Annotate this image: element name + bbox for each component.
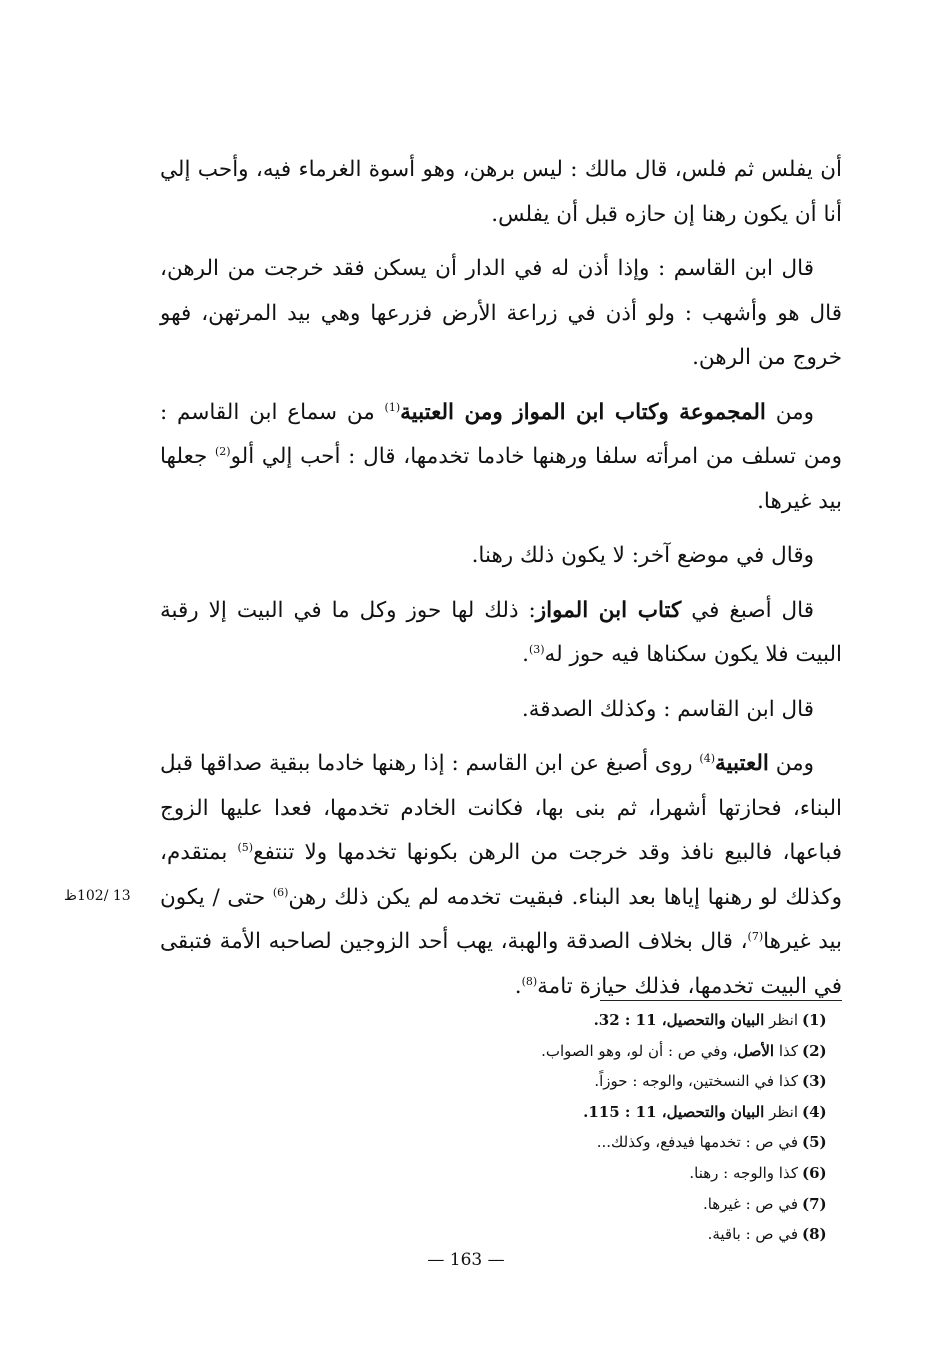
footnote-ref: (5) [237,840,254,854]
paragraph [160,688,842,733]
footnote-ref: (3) [528,642,545,656]
footnote-number: (1) [802,1011,827,1029]
text-run: ومن [768,751,814,776]
footnote-ref: (6) [272,885,289,899]
text-run: روى أصبغ عن ابن القاسم : إذا رهنها خادما ببقية صداقها قبل البناء، فحازتها أشهرا، ثم بنى بها، فكانت الخادم تخدمها، فعدا عليها الزوج فباعها، فالبيع نافذ وقد خرجت من الرهن بكونها تخدمها ولا تنتفع [160,751,843,865]
text-run: حتى / يكون بيد غيرها [160,884,842,954]
footnote [300,1219,842,1250]
text-run: كذا في النسختين، والوجه : حوزاً. [594,1072,798,1091]
text-run: ، قال بخلاف الصدقة والهبة، يهب أحد الزوجين لصاحبه الأمة فتبقى في البيت تخدمها، فذلك حيازة تامة [160,929,842,999]
footnote-ref: (4) [699,751,715,765]
text-run: بمتقدم، وكذلك لو رهنها إياها بعد البناء. فبقيت تخدمه لم يكن ذلك رهن [160,840,842,910]
text-run: في ص : تخدمها فيدفع، وكذلك... [596,1133,798,1152]
page-number: — 163 — [427,1250,505,1270]
bold-source-title: كتاب ابن المواز [535,597,682,623]
text-run: قال أصبغ في [681,597,814,623]
body-text [160,148,842,1019]
footnote-number: (4) [802,1102,827,1121]
footnote-number: (2) [802,1041,827,1060]
footnote [300,1189,842,1220]
text-run: قال ابن القاسم : وكذلك الصدقة. [521,696,814,722]
footnote-ref: (2) [214,444,231,458]
footnote-number: (3) [802,1072,827,1091]
footnote [300,1127,842,1158]
footnote [300,1097,842,1128]
text-run: جعلها بيد غيرها. [160,444,842,514]
footnote-text [689,1158,802,1189]
footnote-ref: (8) [521,974,538,988]
footnote [300,1066,842,1097]
text-run: . [514,973,522,999]
text-run: . [522,642,529,667]
paragraph [160,534,842,579]
text-run: كذا [774,1041,798,1060]
footnote-number: (5) [802,1133,827,1152]
text-run: كذا والوجه : رهنا. [689,1163,798,1182]
bold-source-title: المجموعة وكتاب ابن المواز ومن العتبية [400,399,766,425]
text-run: من سماع ابن القاسم : ومن تسلف من امرأته سلفا ورهنها خادما تخدمها، قال : أحب إلي ألو [160,399,842,469]
paragraph [160,742,842,1009]
paragraph [160,148,842,237]
bold-source-title: البيان والتحصيل [666,1011,765,1029]
text-run: : ذلك لها حوز وكل ما في البيت إلا رقبة البيت فلا يكون سكناها فيه حوز له [160,597,842,667]
footnote-ref: (7) [747,929,764,943]
bold-source-title: العتبية [714,751,769,776]
margin-folio-note: 13 /102ظ [64,888,131,904]
text-run: في ص : باقية. [707,1225,798,1244]
text-run: وقال في موضع آخر: لا يكون ذلك رهنا. [471,543,814,568]
footnotes [300,1005,842,1250]
text-run: انظر [764,1011,798,1029]
text-run: ، وفي ص : أن لو، وهو الصواب. [541,1041,738,1060]
bold-source-title: الأصل [737,1041,775,1060]
bold-source-title: ، 11 : 115. [583,1102,667,1121]
footnote-number: (8) [802,1225,827,1244]
footnote-text [594,1066,802,1097]
paragraph [160,391,842,525]
footnote-text [703,1189,802,1220]
footnote-text [583,1097,802,1128]
footnote-text [594,1005,802,1036]
paragraph [160,589,842,678]
footnote-number: (6) [802,1163,827,1182]
text-run: انظر [764,1102,798,1121]
bold-source-title: البيان والتحصيل [666,1102,765,1121]
text-run: ومن [765,399,814,425]
footnote [300,1036,842,1067]
text-run: قال ابن القاسم : وإذا أذن له في الدار أن يسكن فقد خرجت من الرهن، قال هو وأشهب : ولو أذن في زراعة الأرض فزرعها وهي بيد المرتهن، فهو خروج من الرهن. [160,256,842,370]
footnote-ref: (1) [384,400,401,414]
footnote-text [541,1036,802,1067]
footnote-number: (7) [802,1194,827,1213]
bold-source-title: ، 11 : 32. [593,1011,667,1029]
footnote [300,1158,842,1189]
footnote [300,1005,842,1036]
footnote-text [597,1127,802,1158]
footnote-separator [600,1000,842,1001]
paragraph [160,247,842,381]
text-run: أن يفلس ثم فلس، قال مالك : ليس برهن، وهو أسوة الغرماء فيه، وأحب إلي أنا أن يكون رهنا إن حازه قبل أن يفلس. [160,157,842,227]
text-run: في ص : غيرها. [702,1194,798,1213]
footnote-text [708,1219,802,1250]
